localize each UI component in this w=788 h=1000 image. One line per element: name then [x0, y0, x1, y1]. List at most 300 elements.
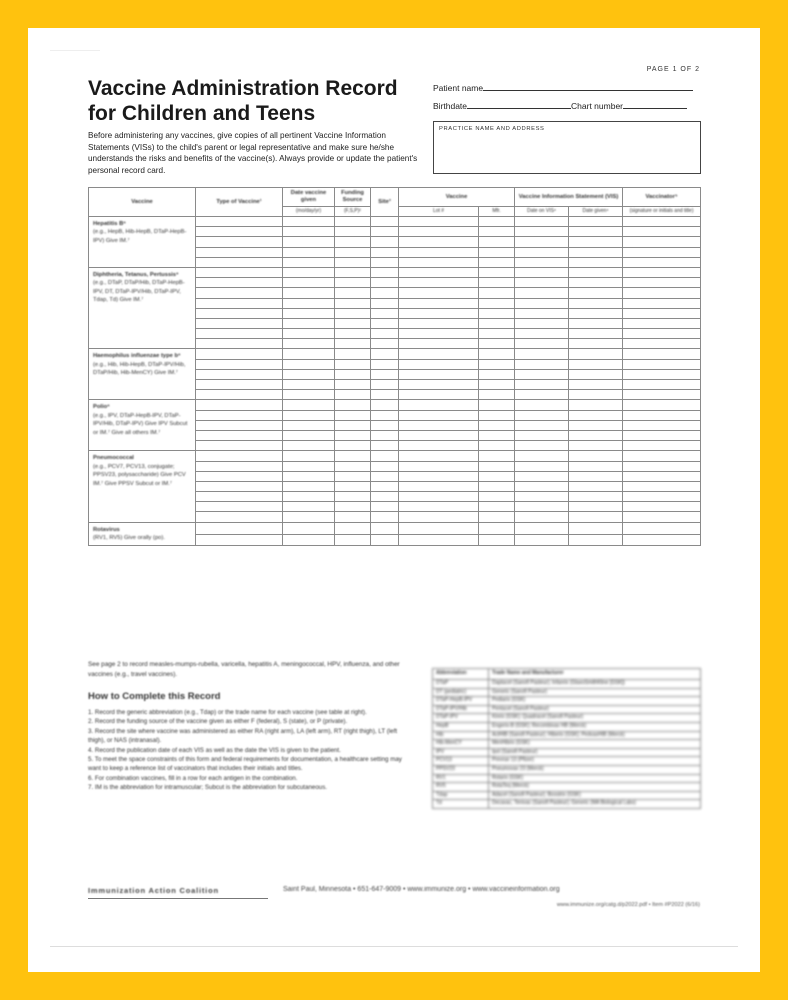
- entry-cell[interactable]: [399, 400, 479, 410]
- vaccine-group-name: Hepatitis B⁶: [93, 221, 126, 227]
- entry-cell[interactable]: [371, 471, 399, 481]
- entry-cell[interactable]: [399, 288, 479, 298]
- entry-cell[interactable]: [335, 461, 371, 471]
- entry-cell[interactable]: [569, 410, 623, 420]
- entry-cell[interactable]: [335, 369, 371, 379]
- entry-cell[interactable]: [479, 267, 515, 277]
- entry-cell[interactable]: [479, 298, 515, 308]
- entry-cell[interactable]: [623, 522, 701, 534]
- entry-cell[interactable]: [283, 492, 335, 502]
- entry-cell[interactable]: [623, 369, 701, 379]
- entry-cell[interactable]: [623, 441, 701, 451]
- entry-cell[interactable]: [335, 339, 371, 349]
- entry-cell[interactable]: [515, 522, 569, 534]
- entry-cell[interactable]: [196, 217, 283, 227]
- entry-cell[interactable]: [515, 481, 569, 491]
- entry-cell[interactable]: [515, 237, 569, 247]
- entry-cell[interactable]: [479, 522, 515, 534]
- entry-cell[interactable]: [399, 339, 479, 349]
- entry-cell[interactable]: [196, 278, 283, 288]
- entry-cell[interactable]: [196, 329, 283, 339]
- entry-cell[interactable]: [196, 390, 283, 400]
- entry-cell[interactable]: [479, 237, 515, 247]
- entry-cell[interactable]: [371, 380, 399, 390]
- entry-cell[interactable]: [196, 318, 283, 328]
- entry-cell[interactable]: [515, 227, 569, 237]
- entry-cell[interactable]: [371, 451, 399, 461]
- patient-name-field[interactable]: [433, 82, 693, 93]
- entry-cell[interactable]: [515, 349, 569, 359]
- entry-cell[interactable]: [623, 410, 701, 420]
- entry-cell[interactable]: [479, 288, 515, 298]
- abbr-trade-name: Ipol (Sanofi Pasteur): [489, 748, 701, 757]
- entry-cell[interactable]: [196, 512, 283, 522]
- entry-cell[interactable]: [196, 247, 283, 257]
- entry-cell[interactable]: [283, 441, 335, 451]
- entry-cell[interactable]: [335, 492, 371, 502]
- entry-cell[interactable]: [515, 512, 569, 522]
- entry-cell[interactable]: [479, 247, 515, 257]
- entry-cell[interactable]: [335, 430, 371, 440]
- entry-cell[interactable]: [283, 298, 335, 308]
- entry-cell[interactable]: [569, 481, 623, 491]
- entry-cell[interactable]: [515, 339, 569, 349]
- entry-cell[interactable]: [399, 534, 479, 546]
- entry-cell[interactable]: [335, 400, 371, 410]
- entry-cell[interactable]: [399, 227, 479, 237]
- entry-cell[interactable]: [283, 267, 335, 277]
- entry-cell[interactable]: [371, 227, 399, 237]
- entry-cell[interactable]: [569, 522, 623, 534]
- entry-cell[interactable]: [515, 410, 569, 420]
- entry-cell[interactable]: [335, 247, 371, 257]
- entry-cell[interactable]: [515, 461, 569, 471]
- entry-cell[interactable]: [335, 349, 371, 359]
- entry-cell[interactable]: [515, 400, 569, 410]
- entry-cell[interactable]: [196, 369, 283, 379]
- entry-cell[interactable]: [196, 441, 283, 451]
- entry-cell[interactable]: [283, 481, 335, 491]
- entry-cell[interactable]: [283, 400, 335, 410]
- entry-cell[interactable]: [371, 522, 399, 534]
- entry-cell[interactable]: [335, 298, 371, 308]
- entry-cell[interactable]: [283, 451, 335, 461]
- entry-cell[interactable]: [399, 247, 479, 257]
- entry-cell[interactable]: [196, 534, 283, 546]
- entry-cell[interactable]: [479, 349, 515, 359]
- entry-cell[interactable]: [283, 359, 335, 369]
- entry-cell[interactable]: [335, 329, 371, 339]
- entry-cell[interactable]: [371, 420, 399, 430]
- entry-cell[interactable]: [569, 329, 623, 339]
- entry-cell[interactable]: [623, 318, 701, 328]
- entry-cell[interactable]: [569, 369, 623, 379]
- entry-cell[interactable]: [335, 318, 371, 328]
- entry-cell[interactable]: [283, 430, 335, 440]
- entry-cell[interactable]: [399, 492, 479, 502]
- entry-cell[interactable]: [371, 390, 399, 400]
- entry-cell[interactable]: [623, 380, 701, 390]
- entry-cell[interactable]: [283, 461, 335, 471]
- entry-cell[interactable]: [479, 420, 515, 430]
- entry-cell[interactable]: [479, 451, 515, 461]
- entry-cell[interactable]: [569, 512, 623, 522]
- entry-cell[interactable]: [196, 400, 283, 410]
- entry-cell[interactable]: [623, 329, 701, 339]
- entry-cell[interactable]: [196, 492, 283, 502]
- entry-cell[interactable]: [283, 380, 335, 390]
- entry-cell[interactable]: [569, 471, 623, 481]
- entry-cell[interactable]: [515, 298, 569, 308]
- entry-cell[interactable]: [196, 227, 283, 237]
- entry-cell[interactable]: [371, 329, 399, 339]
- entry-cell[interactable]: [371, 237, 399, 247]
- entry-cell[interactable]: [515, 430, 569, 440]
- entry-cell[interactable]: [479, 308, 515, 318]
- entry-cell[interactable]: [283, 288, 335, 298]
- entry-cell[interactable]: [196, 237, 283, 247]
- entry-cell[interactable]: [335, 481, 371, 491]
- entry-cell[interactable]: [196, 502, 283, 512]
- entry-cell[interactable]: [283, 308, 335, 318]
- entry-cell[interactable]: [399, 318, 479, 328]
- entry-cell[interactable]: [335, 471, 371, 481]
- entry-cell[interactable]: [335, 380, 371, 390]
- practice-name-box[interactable]: [433, 121, 701, 174]
- entry-cell[interactable]: [569, 227, 623, 237]
- entry-cell[interactable]: [371, 217, 399, 227]
- entry-cell[interactable]: [283, 534, 335, 546]
- entry-cell[interactable]: [283, 227, 335, 237]
- entry-cell[interactable]: [479, 461, 515, 471]
- entry-cell[interactable]: [283, 512, 335, 522]
- entry-cell[interactable]: [371, 247, 399, 257]
- entry-cell[interactable]: [399, 237, 479, 247]
- entry-cell[interactable]: [335, 359, 371, 369]
- entry-cell[interactable]: [335, 237, 371, 247]
- entry-cell[interactable]: [569, 492, 623, 502]
- entry-cell[interactable]: [196, 380, 283, 390]
- entry-cell[interactable]: [515, 288, 569, 298]
- entry-cell[interactable]: [569, 461, 623, 471]
- entry-cell[interactable]: [371, 257, 399, 267]
- entry-cell[interactable]: [371, 298, 399, 308]
- entry-cell[interactable]: [479, 492, 515, 502]
- entry-cell[interactable]: [399, 257, 479, 267]
- entry-cell[interactable]: [515, 502, 569, 512]
- entry-cell[interactable]: [515, 441, 569, 451]
- entry-cell[interactable]: [479, 227, 515, 237]
- entry-cell[interactable]: [283, 237, 335, 247]
- entry-cell[interactable]: [569, 247, 623, 257]
- entry-cell[interactable]: [399, 308, 479, 318]
- entry-cell[interactable]: [399, 430, 479, 440]
- entry-cell[interactable]: [196, 420, 283, 430]
- entry-cell[interactable]: [196, 471, 283, 481]
- entry-cell[interactable]: [623, 400, 701, 410]
- entry-cell[interactable]: [283, 339, 335, 349]
- entry-cell[interactable]: [335, 257, 371, 267]
- entry-cell[interactable]: [623, 278, 701, 288]
- entry-cell[interactable]: [515, 318, 569, 328]
- entry-cell[interactable]: [196, 339, 283, 349]
- entry-cell[interactable]: [569, 430, 623, 440]
- entry-cell[interactable]: [371, 400, 399, 410]
- entry-cell[interactable]: [479, 430, 515, 440]
- entry-cell[interactable]: [283, 410, 335, 420]
- entry-cell[interactable]: [569, 534, 623, 546]
- entry-cell[interactable]: [399, 390, 479, 400]
- entry-cell[interactable]: [623, 461, 701, 471]
- entry-cell[interactable]: [196, 410, 283, 420]
- entry-cell[interactable]: [283, 471, 335, 481]
- entry-cell[interactable]: [399, 471, 479, 481]
- entry-cell[interactable]: [196, 481, 283, 491]
- entry-cell[interactable]: [515, 420, 569, 430]
- entry-cell[interactable]: [623, 247, 701, 257]
- entry-cell[interactable]: [335, 534, 371, 546]
- entry-cell[interactable]: [623, 339, 701, 349]
- entry-cell[interactable]: [569, 298, 623, 308]
- entry-cell[interactable]: [283, 278, 335, 288]
- entry-cell[interactable]: [283, 369, 335, 379]
- entry-cell[interactable]: [569, 502, 623, 512]
- entry-cell[interactable]: [569, 217, 623, 227]
- entry-cell[interactable]: [335, 451, 371, 461]
- entry-cell[interactable]: [371, 502, 399, 512]
- entry-cell[interactable]: [479, 257, 515, 267]
- entry-cell[interactable]: [623, 227, 701, 237]
- entry-cell[interactable]: [569, 441, 623, 451]
- entry-cell[interactable]: [479, 278, 515, 288]
- entry-cell[interactable]: [569, 359, 623, 369]
- entry-cell[interactable]: [399, 512, 479, 522]
- entry-cell[interactable]: [569, 318, 623, 328]
- entry-cell[interactable]: [515, 471, 569, 481]
- entry-cell[interactable]: [335, 288, 371, 298]
- entry-cell[interactable]: [479, 512, 515, 522]
- entry-cell[interactable]: [371, 430, 399, 440]
- entry-cell[interactable]: [569, 278, 623, 288]
- entry-cell[interactable]: [515, 390, 569, 400]
- entry-cell[interactable]: [399, 481, 479, 491]
- entry-cell[interactable]: [371, 318, 399, 328]
- entry-cell[interactable]: [399, 451, 479, 461]
- entry-cell[interactable]: [196, 522, 283, 534]
- entry-cell[interactable]: [283, 349, 335, 359]
- entry-cell[interactable]: [623, 420, 701, 430]
- entry-cell[interactable]: [569, 451, 623, 461]
- entry-cell[interactable]: [623, 237, 701, 247]
- entry-cell[interactable]: [196, 349, 283, 359]
- entry-cell[interactable]: [371, 481, 399, 491]
- entry-cell[interactable]: [399, 329, 479, 339]
- entry-cell[interactable]: [196, 461, 283, 471]
- entry-cell[interactable]: [196, 257, 283, 267]
- entry-cell[interactable]: [371, 461, 399, 471]
- entry-cell[interactable]: [371, 267, 399, 277]
- entry-cell[interactable]: [399, 278, 479, 288]
- entry-cell[interactable]: [335, 420, 371, 430]
- entry-cell[interactable]: [479, 359, 515, 369]
- entry-cell[interactable]: [399, 461, 479, 471]
- entry-cell[interactable]: [371, 359, 399, 369]
- entry-cell[interactable]: [196, 430, 283, 440]
- entry-cell[interactable]: [399, 359, 479, 369]
- howto-list: [88, 708, 408, 793]
- entry-cell[interactable]: [623, 502, 701, 512]
- entry-cell[interactable]: [196, 267, 283, 277]
- entry-cell[interactable]: [623, 298, 701, 308]
- entry-cell[interactable]: [399, 420, 479, 430]
- entry-cell[interactable]: [623, 267, 701, 277]
- entry-cell[interactable]: [569, 308, 623, 318]
- entry-cell[interactable]: [399, 267, 479, 277]
- entry-cell[interactable]: [335, 217, 371, 227]
- entry-cell[interactable]: [371, 288, 399, 298]
- entry-cell[interactable]: [515, 534, 569, 546]
- entry-cell[interactable]: [515, 359, 569, 369]
- entry-cell[interactable]: [335, 410, 371, 420]
- entry-cell[interactable]: [623, 359, 701, 369]
- entry-cell[interactable]: [479, 481, 515, 491]
- entry-cell[interactable]: [335, 278, 371, 288]
- entry-cell[interactable]: [283, 522, 335, 534]
- entry-cell[interactable]: [399, 522, 479, 534]
- entry-cell[interactable]: [399, 502, 479, 512]
- entry-cell[interactable]: [515, 217, 569, 227]
- entry-cell[interactable]: [283, 502, 335, 512]
- entry-cell[interactable]: [196, 359, 283, 369]
- entry-cell[interactable]: [196, 451, 283, 461]
- entry-cell[interactable]: [196, 298, 283, 308]
- entry-cell[interactable]: [569, 390, 623, 400]
- entry-cell[interactable]: [479, 217, 515, 227]
- entry-cell[interactable]: [623, 430, 701, 440]
- entry-cell[interactable]: [283, 420, 335, 430]
- entry-cell[interactable]: [371, 534, 399, 546]
- entry-cell[interactable]: [623, 451, 701, 461]
- entry-cell[interactable]: [479, 380, 515, 390]
- entry-cell[interactable]: [515, 492, 569, 502]
- entry-cell[interactable]: [623, 512, 701, 522]
- entry-cell[interactable]: [196, 288, 283, 298]
- entry-cell[interactable]: [623, 288, 701, 298]
- entry-cell[interactable]: [515, 308, 569, 318]
- entry-cell[interactable]: [399, 298, 479, 308]
- entry-cell[interactable]: [515, 451, 569, 461]
- entry-cell[interactable]: [335, 267, 371, 277]
- entry-cell[interactable]: [515, 278, 569, 288]
- entry-cell[interactable]: [569, 380, 623, 390]
- entry-cell[interactable]: [515, 257, 569, 267]
- entry-cell[interactable]: [569, 339, 623, 349]
- entry-cell[interactable]: [371, 492, 399, 502]
- entry-cell[interactable]: [479, 502, 515, 512]
- entry-cell[interactable]: [335, 502, 371, 512]
- entry-cell[interactable]: [371, 512, 399, 522]
- entry-cell[interactable]: [479, 534, 515, 546]
- birthdate-chart-field[interactable]: [433, 100, 687, 111]
- entry-cell[interactable]: [569, 288, 623, 298]
- entry-cell[interactable]: [371, 369, 399, 379]
- entry-cell[interactable]: [283, 318, 335, 328]
- entry-cell[interactable]: [569, 420, 623, 430]
- entry-cell[interactable]: [479, 339, 515, 349]
- entry-cell[interactable]: [479, 369, 515, 379]
- abbr-row: [433, 731, 701, 740]
- entry-cell[interactable]: [515, 247, 569, 257]
- entry-cell[interactable]: [515, 369, 569, 379]
- entry-cell[interactable]: [569, 349, 623, 359]
- entry-cell[interactable]: [283, 217, 335, 227]
- entry-cell[interactable]: [569, 237, 623, 247]
- abbr-trade-name: Prevnar 13 (Pfizer): [489, 757, 701, 766]
- entry-cell[interactable]: [623, 534, 701, 546]
- entry-cell[interactable]: [399, 380, 479, 390]
- entry-cell[interactable]: [371, 278, 399, 288]
- entry-cell[interactable]: [196, 308, 283, 318]
- entry-cell[interactable]: [335, 512, 371, 522]
- entry-cell[interactable]: [283, 257, 335, 267]
- entry-cell[interactable]: [479, 390, 515, 400]
- entry-cell[interactable]: [623, 349, 701, 359]
- entry-cell[interactable]: [371, 441, 399, 451]
- entry-cell[interactable]: [399, 441, 479, 451]
- entry-cell[interactable]: [623, 257, 701, 267]
- abbr-code: DT (pediatric): [433, 688, 489, 697]
- entry-cell[interactable]: [283, 390, 335, 400]
- entry-cell[interactable]: [623, 217, 701, 227]
- header-vis-given: Date given⁴: [569, 207, 623, 217]
- entry-cell[interactable]: [399, 349, 479, 359]
- entry-cell[interactable]: [335, 227, 371, 237]
- entry-cell[interactable]: [623, 308, 701, 318]
- entry-cell[interactable]: [569, 267, 623, 277]
- entry-cell[interactable]: [479, 318, 515, 328]
- entry-cell[interactable]: [515, 267, 569, 277]
- entry-cell[interactable]: [623, 390, 701, 400]
- entry-cell[interactable]: [335, 390, 371, 400]
- entry-cell[interactable]: [283, 247, 335, 257]
- entry-cell[interactable]: [623, 492, 701, 502]
- entry-cell[interactable]: [371, 339, 399, 349]
- vaccine-group-label: [89, 217, 196, 268]
- entry-cell[interactable]: [335, 522, 371, 534]
- entry-cell[interactable]: [479, 400, 515, 410]
- entry-cell[interactable]: [371, 308, 399, 318]
- entry-cell[interactable]: [479, 329, 515, 339]
- page-title: Vaccine Administration Record for Children and Teens: [88, 77, 398, 125]
- entry-cell[interactable]: [515, 329, 569, 339]
- entry-cell[interactable]: [479, 410, 515, 420]
- entry-cell[interactable]: [335, 308, 371, 318]
- entry-cell[interactable]: [569, 400, 623, 410]
- entry-cell[interactable]: [335, 441, 371, 451]
- entry-cell[interactable]: [399, 369, 479, 379]
- entry-cell[interactable]: [371, 410, 399, 420]
- entry-cell[interactable]: [399, 217, 479, 227]
- entry-cell[interactable]: [399, 410, 479, 420]
- entry-cell[interactable]: [479, 441, 515, 451]
- entry-cell[interactable]: [479, 471, 515, 481]
- entry-cell[interactable]: [283, 329, 335, 339]
- entry-cell[interactable]: [623, 481, 701, 491]
- entry-cell[interactable]: [371, 349, 399, 359]
- entry-cell[interactable]: [515, 380, 569, 390]
- entry-cell[interactable]: [569, 257, 623, 267]
- entry-cell[interactable]: [623, 471, 701, 481]
